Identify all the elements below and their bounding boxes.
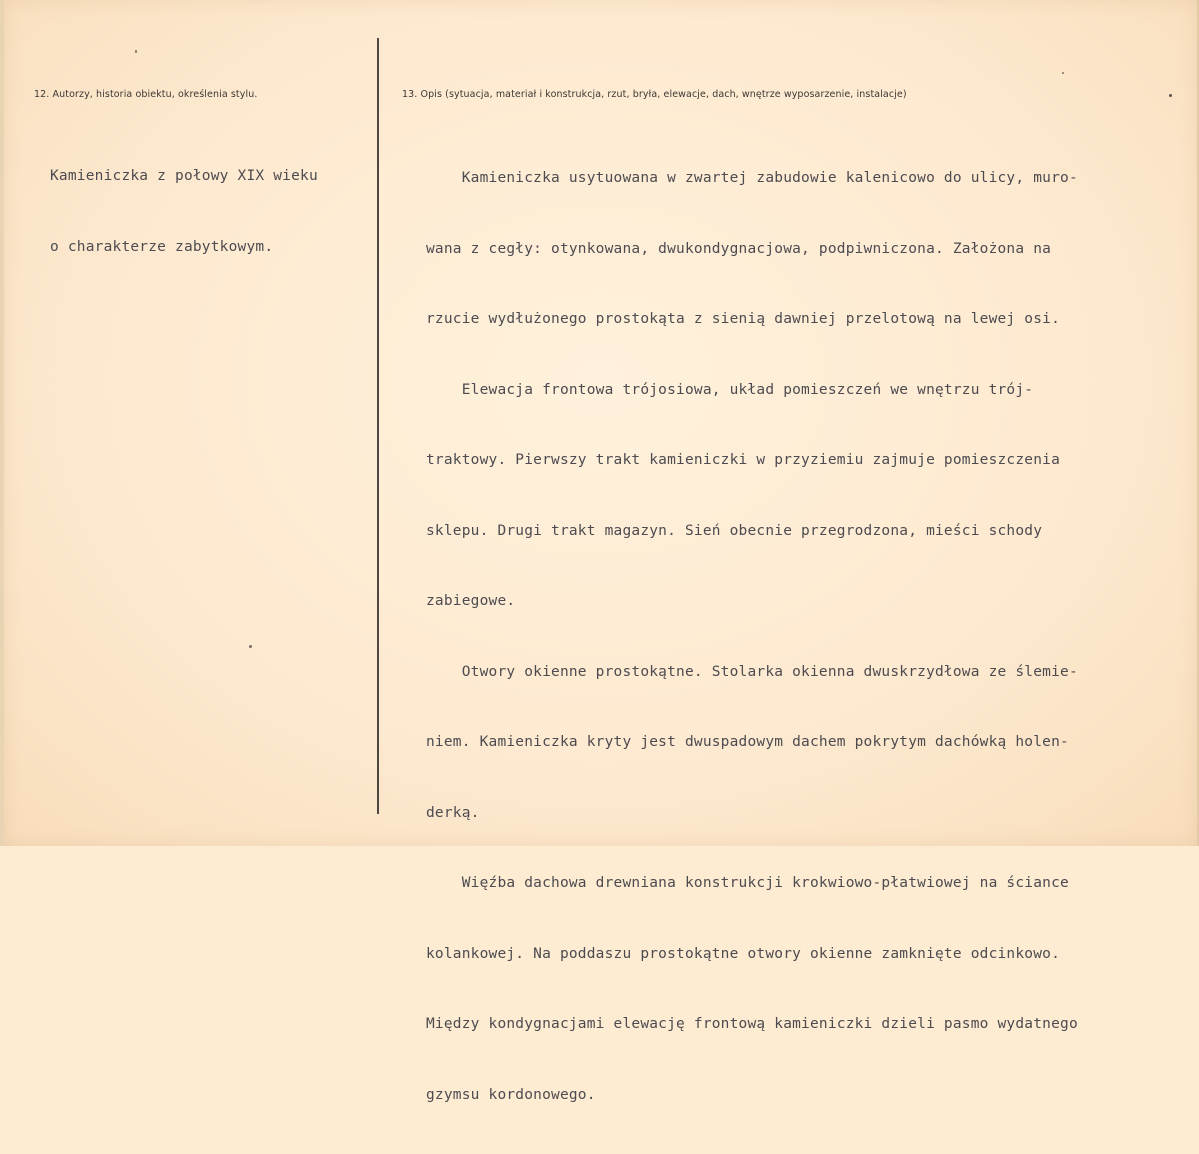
section-13-line: rzucie wydłużonego prostokąta z sienią dawniej przelotową na lewej osi. bbox=[426, 311, 1061, 327]
section-13-line: derką. bbox=[426, 804, 480, 821]
section-13-line: Otwory okienne prostokątne. Stolarka okienna dwuskrzydłowa ze ślemie- bbox=[426, 663, 1078, 680]
section-13-line: Kamieniczka usytuowana w zwartej zabudowie kalenicowo do ulicy, muro- bbox=[426, 170, 1078, 186]
section-13-line: wana z cegły: otynkowana, dwukondygnacjowa, podpiwniczona. Założona na bbox=[426, 240, 1052, 257]
section-12-text bbox=[50, 118, 318, 306]
section-13-line: niem. Kamieniczka kryty jest dwuspadowym dachem pokrytym dachówką holen- bbox=[426, 734, 1069, 750]
paper-speck bbox=[249, 645, 252, 648]
section-12-line: o charakterze zabytkowym. bbox=[50, 238, 274, 255]
section-13-text bbox=[426, 120, 1078, 1154]
section-13-line: gzymsu kordonowego. bbox=[426, 1086, 596, 1103]
section-13-label: 13. Opis (sytuacja, materiał i konstrukcja, rzut, bryła, elewacje, dach, wnętrze wyposarzenie, instalacje) bbox=[402, 89, 907, 100]
section-13-line: kolankowej. Na poddaszu prostokątne otwory okienne zamknięte odcinkowo. bbox=[426, 945, 1061, 962]
section-13-line: Więźba dachowa drewniana konstrukcji krokwiowo-płatwiowej na ściance bbox=[426, 875, 1069, 891]
section-13-line: zabiegowe. bbox=[426, 593, 516, 609]
section-12-line: Kamieniczka z połowy XIX wieku bbox=[50, 168, 318, 184]
section-13-line: Elewacja frontowa trójosiowa, układ pomieszczeń we wnętrzu trój- bbox=[426, 381, 1034, 398]
margin-dot bbox=[1169, 94, 1172, 97]
column-divider bbox=[377, 38, 379, 814]
section-12-label: 12. Autorzy, historia obiektu, określenia stylu. bbox=[34, 89, 258, 100]
paper-speck bbox=[1062, 72, 1064, 74]
section-13-line: Między kondygnacjami elewację frontową kamieniczki dzieli pasmo wydatnego bbox=[426, 1016, 1078, 1032]
section-13-line: traktowy. Pierwszy trakt kamieniczki w przyziemiu zajmuje pomieszczenia bbox=[426, 452, 1061, 468]
section-13-line: sklepu. Drugi trakt magazyn. Sień obecnie przegrodzona, mieści schody bbox=[426, 522, 1043, 539]
paper-speck bbox=[135, 50, 137, 53]
